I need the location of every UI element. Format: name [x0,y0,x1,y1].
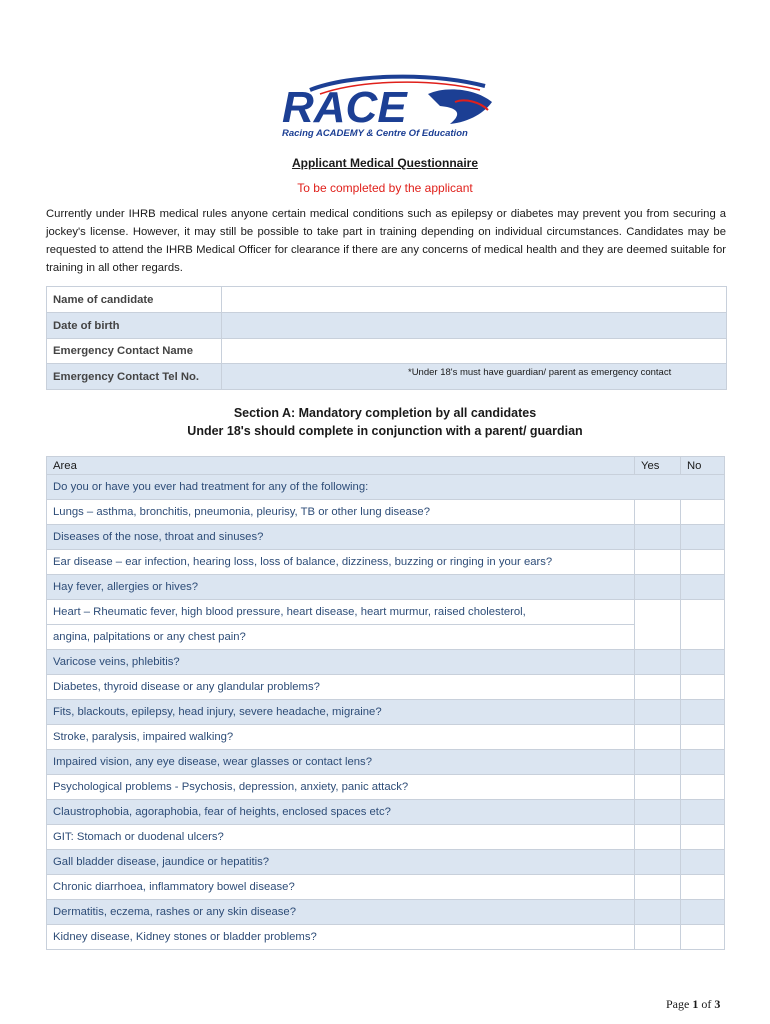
no-cell[interactable] [681,825,725,850]
document-title: Applicant Medical Questionnaire [291,156,479,170]
emergency-contact-tel-label: Emergency Contact Tel No. [47,364,222,390]
no-cell[interactable] [681,500,725,525]
section-a-title: Section A: Mandatory completion by all candidates [233,406,537,420]
question-row: Gall bladder disease, jaundice or hepatitis? [47,850,635,875]
logo-main-text: RACE [282,83,407,132]
no-cell[interactable] [681,800,725,825]
question-row: Impaired vision, any eye disease, wear glasses or contact lens? [47,750,635,775]
no-cell[interactable] [681,900,725,925]
area-header: Area [47,457,635,475]
emergency-contact-name-field[interactable] [222,339,727,364]
dob-label: Date of birth [47,313,222,339]
candidate-name-label: Name of candidate [47,287,222,313]
no-cell[interactable] [681,675,725,700]
no-cell[interactable] [681,550,725,575]
page-word: Page [666,997,690,1011]
no-cell[interactable] [681,725,725,750]
yes-cell[interactable] [635,550,681,575]
yes-cell[interactable] [635,525,681,550]
question-row: Hay fever, allergies or hives? [47,575,635,600]
intro-paragraph: Currently under IHRB medical rules anyone certain medical conditions such as epilepsy or diabetes may prevent you from securing a jockey's license. However, it may still be possible to take part in training depending on individual circumstances. Candidates may be requested to attend the IHRB Medical Officer for clearance if there are any concerns of medical health and they are deemed suitable for training in all other regards. [46,208,726,274]
question-row: Ear disease – ear infection, hearing loss, loss of balance, dizziness, buzzing or ringing in your ears? [47,550,635,575]
emergency-contact-name-label: Emergency Contact Name [47,339,222,364]
yes-cell[interactable] [635,575,681,600]
document-subtitle: To be completed by the applicant [297,181,473,195]
yes-cell[interactable] [635,650,681,675]
medical-questions-table [46,456,725,950]
question-row: Claustrophobia, agoraphobia, fear of heights, enclosed spaces etc? [47,800,635,825]
dob-field[interactable] [222,313,727,339]
guardian-note[interactable]: *Under 18's must have guardian/ parent as emergency contact [222,364,727,390]
question-row: Fits, blackouts, epilepsy, head injury, severe headache, migraine? [47,700,635,725]
page-total: 3 [714,997,721,1011]
of-word: of [701,997,712,1011]
candidate-name-field[interactable] [222,287,727,313]
yes-cell[interactable] [635,925,681,950]
yes-cell[interactable] [635,725,681,750]
yes-cell[interactable] [635,500,681,525]
question-row: Dermatitis, eczema, rashes or any skin disease? [47,900,635,925]
yes-cell[interactable] [635,900,681,925]
race-logo [280,72,500,142]
no-cell[interactable] [681,525,725,550]
no-cell[interactable] [681,850,725,875]
yes-cell[interactable] [635,825,681,850]
page-current: 1 [692,997,699,1011]
question-row-continued: angina, palpitations or any chest pain? [47,625,635,650]
yes-cell[interactable] [635,750,681,775]
question-row: Stroke, paralysis, impaired walking? [47,725,635,750]
no-cell[interactable] [681,700,725,725]
no-cell[interactable] [681,875,725,900]
question-row: Varicose veins, phlebitis? [47,650,635,675]
question-row: Heart – Rheumatic fever, high blood pressure, heart disease, heart murmur, raised cholesterol, [47,600,635,625]
question-row: Diabetes, thyroid disease or any glandular problems? [47,675,635,700]
candidate-info-table [46,286,727,390]
question-row: GIT: Stomach or duodenal ulcers? [47,825,635,850]
yes-cell[interactable] [635,775,681,800]
yes-cell[interactable] [635,700,681,725]
yes-header: Yes [635,457,681,475]
no-cell[interactable] [681,750,725,775]
question-row: Lungs – asthma, bronchitis, pneumonia, pleurisy, TB or other lung disease? [47,500,635,525]
yes-cell[interactable] [635,875,681,900]
yes-cell[interactable] [635,850,681,875]
page-footer [666,997,720,1012]
lead-question: Do you or have you ever had treatment for any of the following: [47,475,725,500]
no-cell[interactable] [681,650,725,675]
yes-cell[interactable] [635,800,681,825]
logo-sub-text: Racing ACADEMY & Centre Of Education [282,128,468,139]
question-row: Diseases of the nose, throat and sinuses? [47,525,635,550]
no-cell[interactable] [681,600,725,650]
no-cell[interactable] [681,575,725,600]
no-header: No [681,457,725,475]
question-row: Chronic diarrhoea, inflammatory bowel disease? [47,875,635,900]
section-a-subtitle: Under 18's should complete in conjunction with a parent/ guardian [187,424,583,438]
yes-cell[interactable] [635,675,681,700]
question-row: Kidney disease, Kidney stones or bladder problems? [47,925,635,950]
yes-cell[interactable] [635,600,681,650]
question-row: Psychological problems - Psychosis, depression, anxiety, panic attack? [47,775,635,800]
no-cell[interactable] [681,775,725,800]
no-cell[interactable] [681,925,725,950]
